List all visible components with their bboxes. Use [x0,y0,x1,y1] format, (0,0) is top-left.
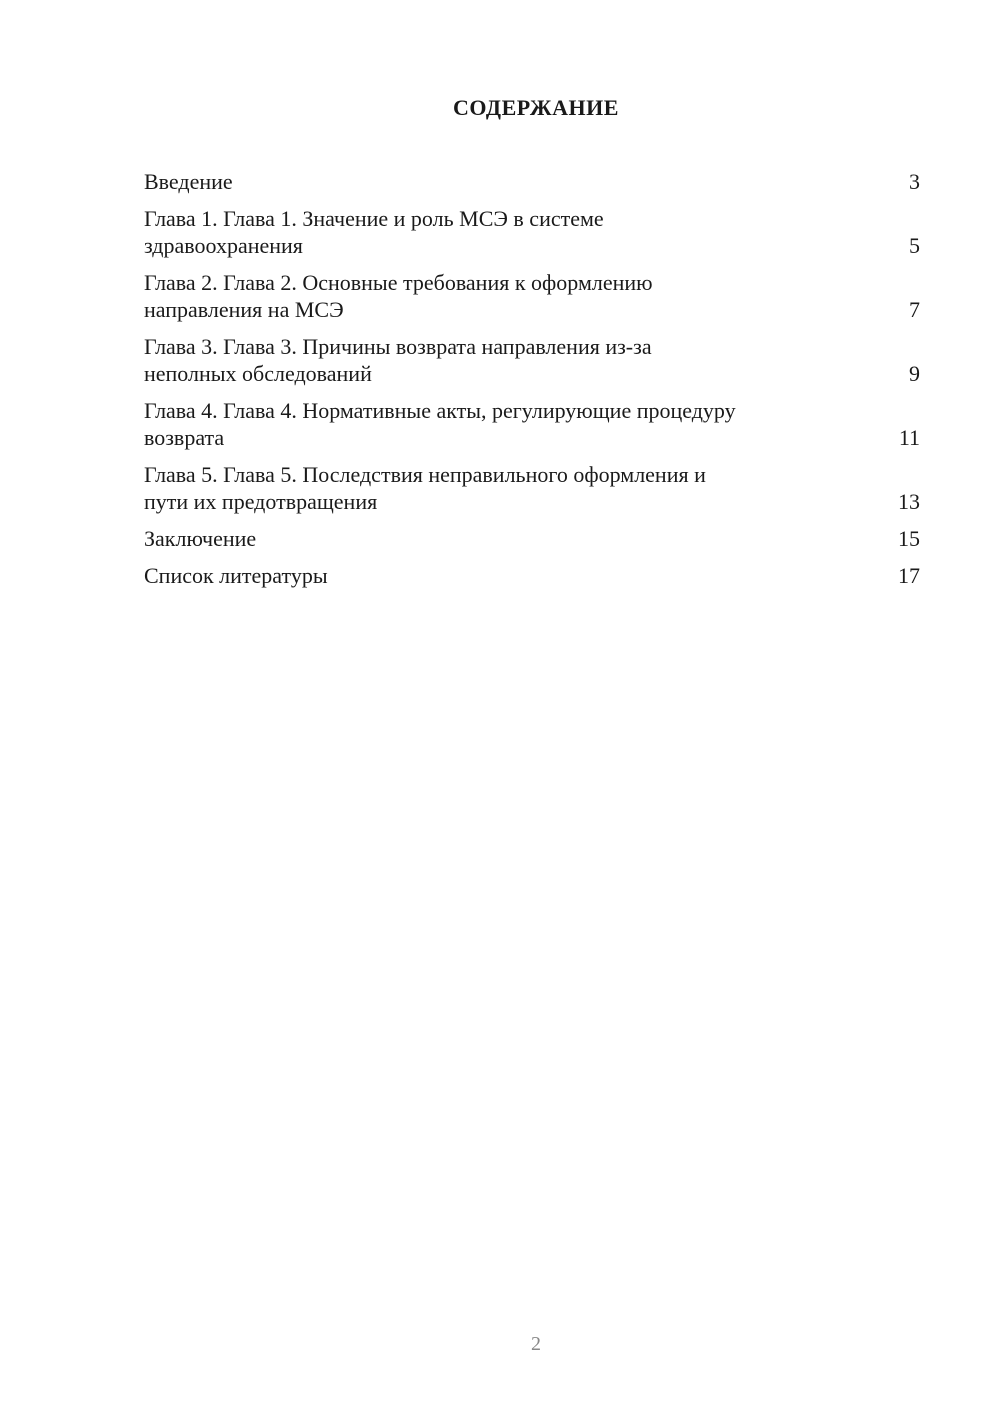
toc-entry-introduction[interactable] [144,168,920,195]
toc-entry-chapter-5[interactable] [144,461,920,515]
toc-entry-page-number: 3 [909,169,920,194]
toc-entry-chapter-4[interactable] [144,397,920,451]
toc-entry-references[interactable] [144,562,920,589]
toc-entry-chapter-2[interactable] [144,269,920,323]
toc-entry-page-number: 7 [909,297,920,322]
toc-entry-label: Глава 4. Глава 4. Нормативные акты, регулирующие процедуру возврата [144,398,736,450]
toc-title: СОДЕРЖАНИЕ [453,95,619,120]
table-of-contents [144,168,920,599]
toc-entry-page-number: 13 [898,489,920,514]
toc-entry-page-number: 15 [898,526,920,551]
toc-entry-conclusion[interactable] [144,525,920,552]
toc-entry-label: Глава 5. Глава 5. Последствия неправильного оформления и пути их предотвращения [144,462,706,514]
toc-entry-label: Введение [144,169,233,194]
toc-entry-label: Список литературы [144,563,328,588]
toc-entry-page-number: 17 [898,563,920,588]
page-number: 2 [531,1333,541,1355]
toc-entry-label: Заключение [144,526,257,551]
toc-entry-label: Глава 2. Глава 2. Основные требования к оформлению направления на МСЭ [144,270,653,322]
toc-entry-label: Глава 1. Глава 1. Значение и роль МСЭ в системе здравоохранения [144,206,604,258]
toc-entry-label: Глава 3. Глава 3. Причины возврата направления из-за неполных обследований [144,334,652,386]
toc-entry-page-number: 11 [898,425,920,450]
toc-entry-page-number: 5 [909,233,920,258]
toc-entry-chapter-1[interactable] [144,205,920,259]
toc-entry-chapter-3[interactable] [144,333,920,387]
toc-entry-page-number: 9 [909,361,920,386]
